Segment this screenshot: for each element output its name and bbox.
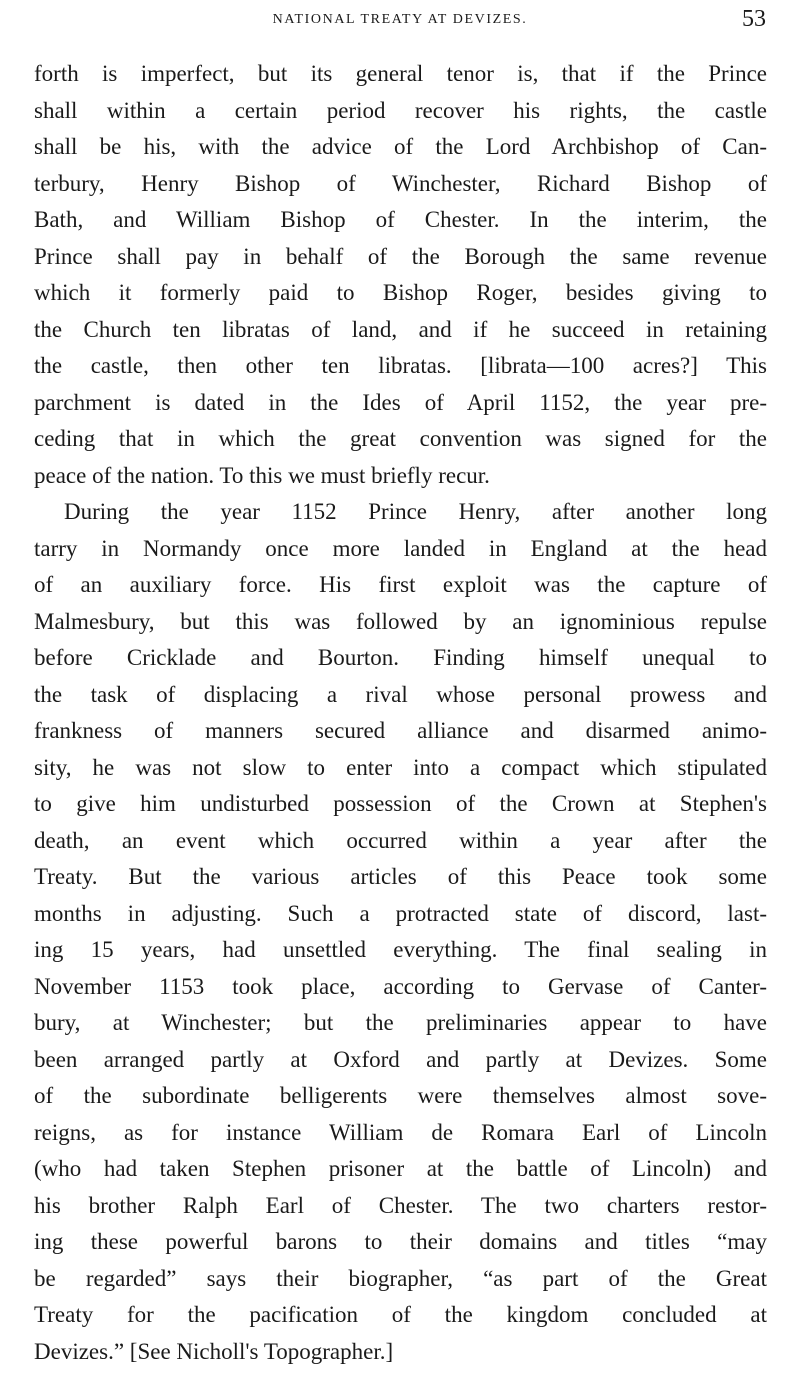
text-line: of the subordinate belligerents were themselves almost sove- (34, 1083, 767, 1108)
text-line: Devizes.” [See Nicholl's Topographer.] (34, 1338, 394, 1364)
text-line: terbury, Henry Bishop of Winchester, Richard Bishop of (34, 170, 767, 196)
text-line: ing these powerful barons to their domains and titles “may (34, 1229, 767, 1254)
paragraph-1 (34, 56, 767, 494)
text-line: ceding that in which the great convention was signed for the (34, 426, 767, 451)
text-line: the task of displacing a rival whose personal prowess and (34, 681, 767, 707)
text-line: tarry in Normandy once more landed in England at the head (34, 535, 767, 561)
page-number: 53 (742, 6, 766, 32)
text-line: (who had taken Stephen prisoner at the battle of Lincoln) and (34, 1156, 767, 1181)
text-line: before Cricklade and Bourton. Finding himself unequal to (34, 645, 767, 670)
text-line: which it formerly paid to Bishop Roger, besides giving to (34, 280, 767, 305)
text-line: be regarded” says their biographer, “as part of the Great (34, 1265, 767, 1291)
text-line: Malmesbury, but this was followed by an ignominious repulse (34, 608, 767, 634)
text-line: death, an event which occurred within a year after the (34, 827, 767, 853)
text-line: bury, at Winchester; but the preliminaries appear to have (34, 1010, 767, 1035)
text-line: sity, he was not slow to enter into a compact which stipulated (34, 754, 767, 780)
text-line: Treaty for the pacification of the kingdom concluded at (34, 1302, 767, 1327)
text-line: Treaty. But the various articles of this Peace took some (34, 864, 767, 889)
text-line: November 1153 took place, according to Gervase of Canter- (34, 973, 767, 999)
text-line: peace of the nation. To this we must briefly recur. (34, 462, 490, 488)
text-line: forth is imperfect, but its general tenor is, that if the Prince (34, 61, 767, 86)
text-line: shall within a certain period recover his rights, the castle (34, 97, 767, 123)
running-head (34, 6, 766, 34)
text-line: Bath, and William Bishop of Chester. In the interim, the (34, 207, 767, 232)
text-line: to give him undisturbed possession of the Crown at Stephen's (34, 791, 767, 816)
text-line: Prince shall pay in behalf of the Borough the same revenue (34, 243, 767, 269)
text-line: his brother Ralph Earl of Chester. The two charters restor- (34, 1192, 767, 1218)
text-line: been arranged partly at Oxford and partly at Devizes. Some (34, 1046, 767, 1072)
text-line: During the year 1152 Prince Henry, after another long (64, 499, 767, 524)
paragraph-2 (34, 494, 767, 1370)
running-title: NATIONAL TREATY AT DEVIZES. (272, 12, 528, 27)
text-line: shall be his, with the advice of the Lord Archbishop of Can- (34, 134, 767, 159)
text-line: reigns, as for instance William de Romara Earl of Lincoln (34, 1119, 767, 1145)
text-line: parchment is dated in the Ides of April 1152, the year pre- (34, 389, 767, 415)
text-line: the castle, then other ten libratas. [librata—100 acres?] This (34, 353, 767, 378)
text-line: frankness of manners secured alliance and disarmed animo- (34, 718, 767, 743)
text-line: the Church ten libratas of land, and if he succeed in retaining (34, 316, 767, 342)
text-line: ing 15 years, had unsettled everything. The final sealing in (34, 937, 767, 962)
body-text (34, 56, 767, 1370)
text-line: months in adjusting. Such a protracted state of discord, last- (34, 900, 767, 926)
text-line: of an auxiliary force. His first exploit was the capture of (34, 572, 767, 597)
